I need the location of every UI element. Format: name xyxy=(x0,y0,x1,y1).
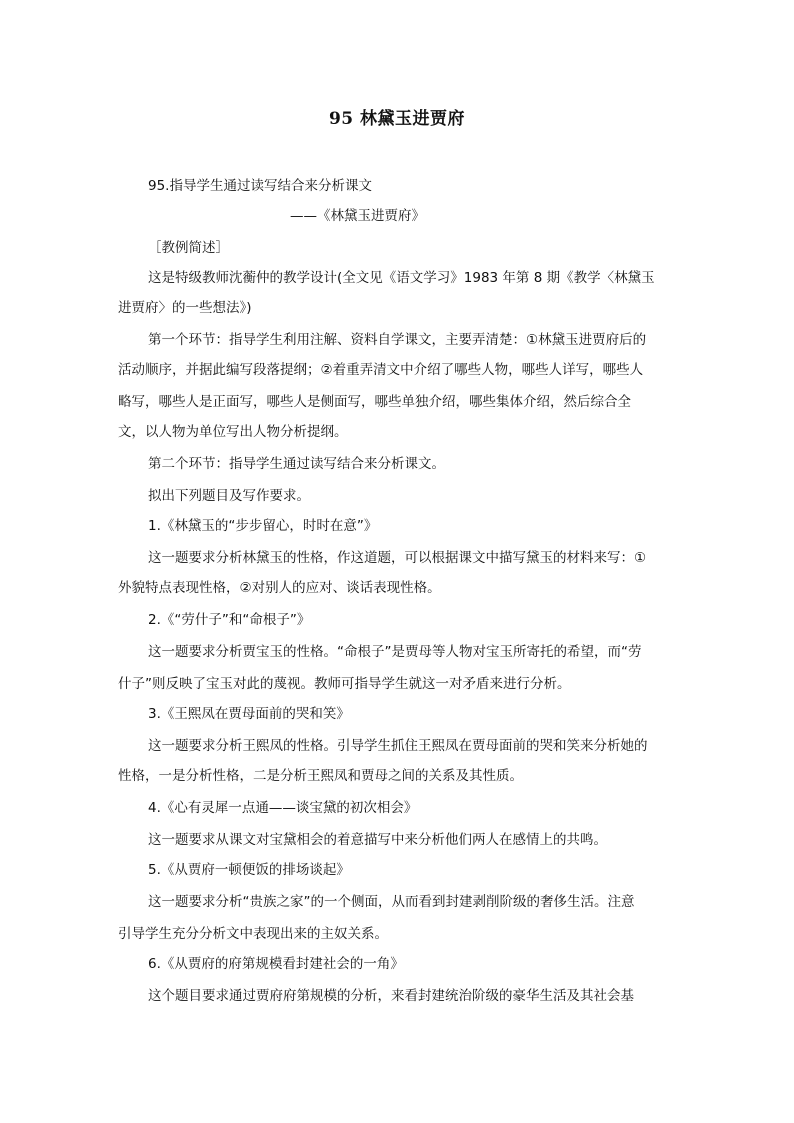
topics-intro: 拟出下列题目及写作要求。 xyxy=(148,488,310,504)
topic-2-title: 2.《“劳什子”和“命根子”》 xyxy=(148,612,311,628)
topic-5-desc-2: 引导学生充分分析文中表现出来的主奴关系。 xyxy=(118,926,388,942)
step2-line: 第二个环节：指导学生通过读写结合来分析课文。 xyxy=(148,456,445,472)
topic-3-desc-2: 性格，一是分析性格，二是分析王熙凤和贾母之间的关系及其性质。 xyxy=(118,768,523,784)
step1-line-2: 活动顺序，并据此编写段落提纲；②着重弄清文中介绍了哪些人物，哪些人详写，哪些人 xyxy=(118,362,644,378)
topic-6-title: 6.《从贾府的府第规模看封建社会的一角》 xyxy=(148,956,404,972)
topic-5-desc-1: 这一题要求分析“贵族之家”的一个侧面，从而看到封建剥削阶级的奢侈生活。注意 xyxy=(148,894,635,910)
topic-4-title: 4.《心有灵犀一点通——谈宝黛的初次相会》 xyxy=(148,800,418,816)
step1-line-3: 略写，哪些人是正面写，哪些人是侧面写，哪些单独介绍，哪些集体介绍，然后综合全 xyxy=(118,394,631,410)
intro-line-2: 进贾府〉的一些想法》) xyxy=(118,300,252,316)
section-heading: 95.指导学生通过读写结合来分析课文 xyxy=(148,178,372,194)
topic-6-desc-1: 这个题目要求通过贾府府第规模的分析，来看封建统治阶级的豪华生活及其社会基 xyxy=(148,988,634,1004)
topic-3-desc-1: 这一题要求分析王熙凤的性格。引导学生抓住王熙凤在贾母面前的哭和笑来分析她的 xyxy=(148,738,648,754)
intro-line-1: 这是特级教师沈蘅仲的教学设计(全文见《语文学习》1983 年第 8 期《教学〈林黛玉 xyxy=(148,270,655,286)
step1-line-4: 文，以人物为单位写出人物分析提纲。 xyxy=(118,424,348,440)
topic-1-title: 1.《林黛玉的“步步留心，时时在意”》 xyxy=(148,518,378,534)
section-label: ［教例简述］ xyxy=(148,240,229,256)
step1-line-1: 第一个环节：指导学生利用注解、资料自学课文，主要弄清楚：①林黛玉进贾府后的 xyxy=(148,332,647,348)
topic-2-desc-1: 这一题要求分析贾宝玉的性格。“命根子”是贾母等人物对宝玉所寄托的希望，而“劳 xyxy=(148,644,642,660)
topic-3-title: 3.《王熙凤在贾母面前的哭和笑》 xyxy=(148,706,350,722)
section-subheading: ——《林黛玉进贾府》 xyxy=(290,208,425,224)
topic-5-title: 5.《从贾府一顿便饭的排场谈起》 xyxy=(148,862,350,878)
topic-2-desc-2: 什子”则反映了宝玉对此的蔑视。教师可指导学生就这一对矛盾来进行分析。 xyxy=(118,676,571,692)
page-title: 95 林黛玉进贾府 xyxy=(328,109,466,129)
topic-1-desc-1: 这一题要求分析林黛玉的性格，作这道题，可以根据课文中描写黛玉的材料来写：① xyxy=(148,550,647,566)
topic-1-desc-2: 外貌特点表现性格，②对别人的应对、谈话表现性格。 xyxy=(118,580,441,596)
topic-4-desc-1: 这一题要求从课文对宝黛相会的着意描写中来分析他们两人在感情上的共鸣。 xyxy=(148,832,607,848)
